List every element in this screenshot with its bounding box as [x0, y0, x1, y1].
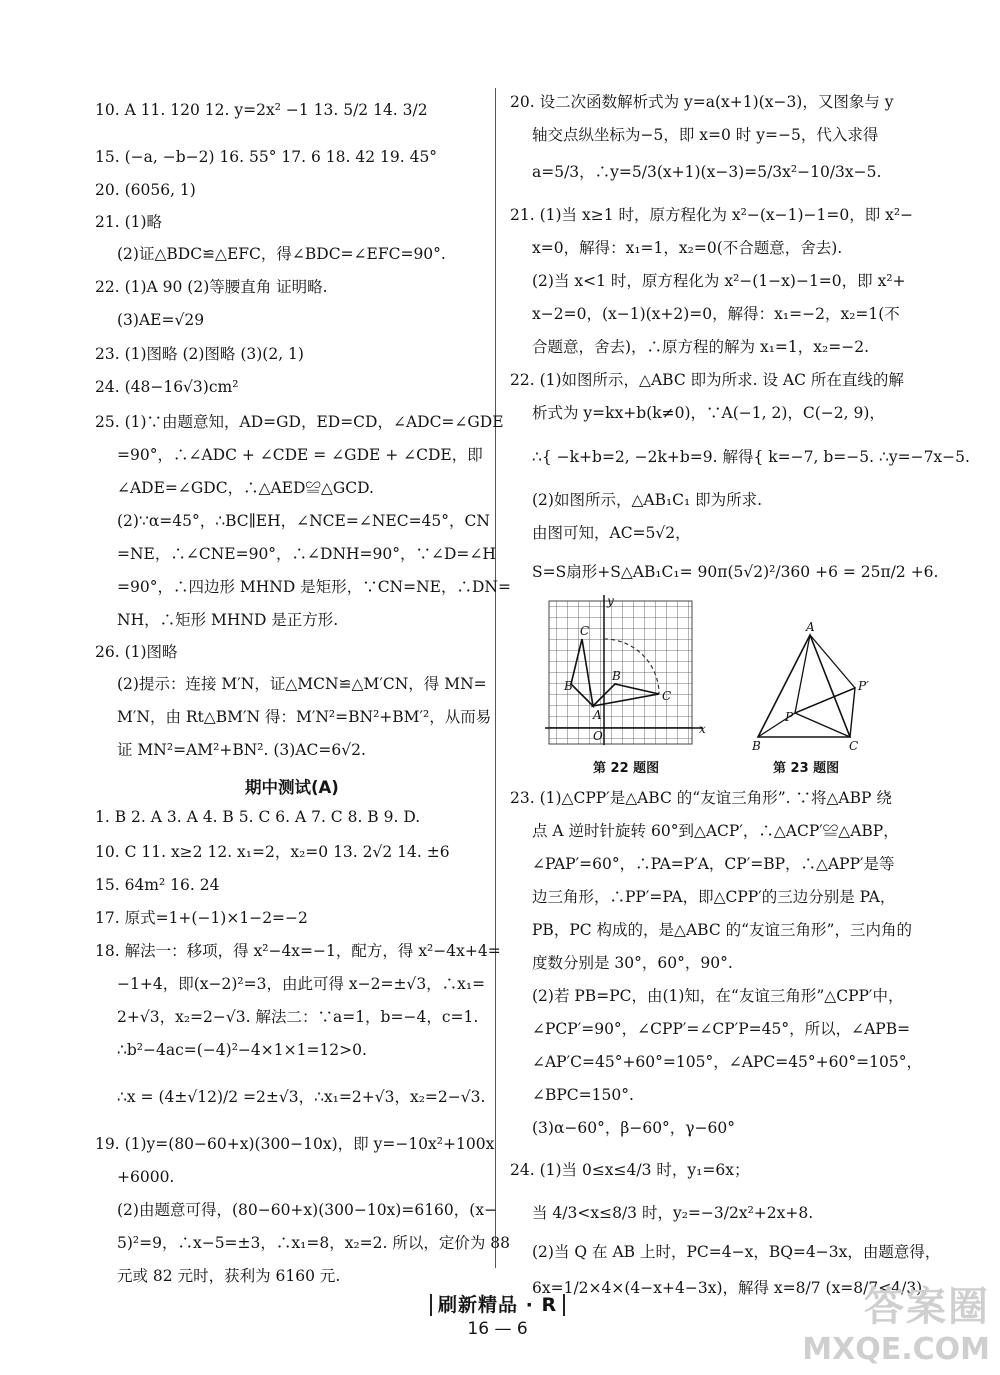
- answer-line: 24. (1)当 0≤x≤4/3 时，y₁=6x；: [510, 1161, 750, 1179]
- answer-line: (2)提示：连接 M′N，证△MCN≌△M′CN，得 MN=: [117, 675, 487, 693]
- point-b-label: B: [752, 739, 761, 753]
- watermark-text: 答案圈: [864, 1284, 990, 1330]
- answer-line: =90°，∴四边形 MHND 是矩形，∵CN=NE，∴DN=: [117, 578, 511, 596]
- answer-line: 23. (1)图略 (2)图略 (3)(2, 1): [95, 345, 304, 363]
- answer-line: 15. (−a, −b−2) 16. 55° 17. 6 18. 42 19. 45°: [95, 148, 438, 166]
- page-footer: [430, 1290, 565, 1339]
- answer-line: 析式为 y=kx+b(k≠0)，∵A(−1, 2)，C(−2, 9)，: [532, 404, 885, 422]
- answer-line: (2)当 x<1 时，原方程化为 x²−(1−x)−1=0，即 x²+: [532, 272, 906, 290]
- answer-line: 15. 64m² 16. 24: [95, 876, 220, 894]
- answer-line: NH，∴矩形 MHND 是正方形.: [117, 611, 339, 629]
- point-a-label: A: [593, 708, 602, 722]
- answer-line: (2)如图所示，△AB₁C₁ 即为所求.: [532, 491, 763, 509]
- answer-line: (2)由题意可得，(80−60+x)(300−10x)=6160，(x−: [117, 1201, 498, 1219]
- point-a-label: A: [806, 620, 815, 634]
- answer-line: x−2=0，(x−1)(x+2)=0，解得：x₁=−2，x₂=1(不: [532, 305, 900, 323]
- answer-line: 度数分别是 30°，60°，90°.: [532, 954, 733, 972]
- answer-line: 20. 设二次函数解析式为 y=a(x+1)(x−3)，又图象与 y: [510, 93, 894, 111]
- figure-22-caption: 第 22 题图: [593, 761, 660, 776]
- figure-23-caption: 第 23 题图: [773, 761, 840, 776]
- answer-line: 20. (6056, 1): [95, 181, 196, 199]
- y-axis-label: y: [607, 595, 614, 608]
- point-c-label: C: [849, 739, 859, 753]
- figure-23: [751, 620, 869, 753]
- answer-line: 5)²=9，∴x−5=±3，∴x₁=8，x₂=2. 所以，定价为 88: [117, 1234, 511, 1252]
- answer-line: (2)若 PB=PC，由(1)知，在“友谊三角形”△CPP′中，: [532, 987, 904, 1005]
- answer-line: 10. C 11. x≥2 12. x₁=2，x₂=0 13. 2√2 14. ±6: [95, 843, 450, 861]
- answer-line: ∠PCP′=90°，∠CPP′=∠CP′P=45°，所以，∠APB=: [532, 1020, 911, 1038]
- answer-line: 点 A 逆时针旋转 60°到△ACP′，∴△ACP′≌△ABP，: [532, 822, 899, 840]
- column-divider: [495, 88, 496, 1268]
- answer-line: 25. (1)∵由题意知，AD=GD，ED=CD，∠ADC=∠GDE: [95, 413, 504, 431]
- answer-line: 2+√3，x₂=2−√3. 解法二：∵a=1，b=−4，c=1.: [117, 1008, 479, 1026]
- answer-line: ∴{ −k+b=2, −2k+b=9. 解得{ k=−7, b=−5. ∴y=−7x−5.: [532, 448, 970, 466]
- answer-line: (2)∵α=45°，∴BC∥EH，∠NCE=∠NEC=45°，CN: [117, 512, 490, 530]
- answer-line: S=S扇形+S△AB₁C₁= 90π(5√2)²/360 +6 = 25π/2 +6.: [532, 563, 939, 581]
- answer-line: 合题意，舍去)，∴原方程的解为 x₁=1，x₂=−2.: [532, 338, 869, 356]
- answer-line: =90°，∴∠ADC + ∠CDE = ∠GDE + ∠CDE，即: [117, 446, 483, 464]
- brand-logo: 刷新精品 · R: [430, 1294, 565, 1316]
- answer-line: 6x=1/2×4×(4−x+4−3x)，解得 x=8/7 (x=8/7<4/3).: [532, 1279, 928, 1297]
- answer-line: (2)证△BDC≌△EFC，得∠BDC=∠EFC=90°.: [117, 245, 446, 263]
- triangle-abc-23: [758, 635, 850, 737]
- point-c-label: C: [580, 624, 590, 638]
- answer-line: 17. 原式=1+(−1)×1−2=−2: [95, 909, 308, 927]
- answer-line: −1+4，即(x−2)²=3，由此可得 x−2=±√3，∴x₁=: [117, 975, 486, 993]
- figures-area: [545, 595, 905, 780]
- watermark-url: MXQE.COM: [802, 1332, 990, 1367]
- point-b1-label: B: [612, 669, 621, 683]
- answer-line: 10. A 11. 120 12. y=2x² −1 13. 5/2 14. 3/2: [95, 101, 428, 119]
- answer-line: (3)AE=√29: [117, 311, 205, 329]
- triangle-cpp: [795, 688, 855, 737]
- answer-line: 1. B 2. A 3. A 4. B 5. C 6. A 7. C 8. B 9. D.: [95, 808, 421, 826]
- answer-line: ∠ADE=∠GDC，∴△AED≌△GCD.: [117, 479, 374, 497]
- answer-line: ∠AP′C=45°+60°=105°，∠APC=45°+60°=105°，: [532, 1053, 922, 1071]
- answer-line: (2)当 Q 在 AB 上时，PC=4−x，BQ=4−3x，由题意得，: [532, 1243, 941, 1261]
- answer-line: 22. (1)如图所示，△ABC 即为所求. 设 AC 所在直线的解: [510, 371, 904, 389]
- answer-line: ∴x = (4±√12)/2 =2±√3，∴x₁=2+√3，x₂=2−√3.: [117, 1088, 486, 1106]
- point-b-label: B: [564, 679, 573, 693]
- answer-line: ∠PAP′=60°，∴PA=P′A，CP′=BP，∴△APP′是等: [532, 855, 895, 873]
- answer-line: 证 MN²=AM²+BN². (3)AC=6√2.: [117, 741, 366, 759]
- answer-line: x=0，解得：x₁=1，x₂=0(不合题意，舍去).: [532, 239, 843, 257]
- point-pprime-label: P′: [858, 679, 869, 693]
- answer-line: 轴交点纵坐标为−5，即 x=0 时 y=−5，代入求得: [532, 126, 879, 144]
- answer-line: 24. (48−16√3)cm²: [95, 378, 239, 396]
- answer-line: 边三角形，∴PP′=PA，即△CPP′的三边分别是 PA，: [532, 888, 896, 906]
- answer-line: 元或 82 元时，获利为 6160 元.: [117, 1267, 341, 1285]
- figure-22-grid: [545, 595, 905, 780]
- origin-label: O: [593, 729, 603, 743]
- answer-line: =NE，∴∠CNE=90°，∴∠DNH=90°，∵∠D=∠H: [117, 545, 496, 563]
- answer-line: 22. (1)A 90 (2)等腰直角 证明略.: [95, 278, 328, 296]
- page-number: 16 — 6: [467, 1319, 528, 1339]
- point-c1-label: C: [662, 689, 672, 703]
- answer-line: (3)α−60°，β−60°，γ−60°: [532, 1119, 736, 1137]
- answer-line: ∴b²−4ac=(−4)²−4×1×1=12>0.: [117, 1041, 367, 1059]
- answer-line: +6000.: [117, 1168, 175, 1186]
- answer-line: ∠BPC=150°.: [532, 1086, 634, 1104]
- answer-line: 由图可知，AC=5√2，: [532, 524, 691, 542]
- answer-line: a=5/3，∴y=5/3(x+1)(x−3)=5/3x²−10/3x−5.: [532, 163, 882, 181]
- point-p-label: P: [785, 710, 794, 724]
- answer-line: 19. (1)y=(80−60+x)(300−10x)，即 y=−10x²+100x: [95, 1135, 495, 1153]
- answer-line: 21. (1)当 x≥1 时，原方程化为 x²−(x−1)−1=0，即 x²−: [510, 206, 914, 224]
- answer-line: 21. (1)略: [95, 213, 163, 231]
- answer-line: 18. 解法一：移项，得 x²−4x=−1，配方，得 x²−4x+4=: [95, 942, 501, 960]
- answer-line: 26. (1)图略: [95, 643, 178, 661]
- watermark: [802, 1275, 990, 1367]
- answer-line: M′N，由 Rt△BM′N 得：M′N²=BN²+BM′²，从而易: [117, 708, 492, 726]
- answer-line: PB，PC 构成的，是△ABC 的“友谊三角形”，三内角的: [532, 921, 912, 939]
- answer-line: 23. (1)△CPP′是△ABC 的“友谊三角形”. ∵将△ABP 绕: [510, 789, 892, 807]
- section-title: 期中测试(A): [245, 778, 339, 797]
- x-axis-label: x: [699, 722, 706, 736]
- answer-line: 当 4/3<x≤8/3 时，y₂=−3/2x²+2x+8.: [532, 1204, 814, 1222]
